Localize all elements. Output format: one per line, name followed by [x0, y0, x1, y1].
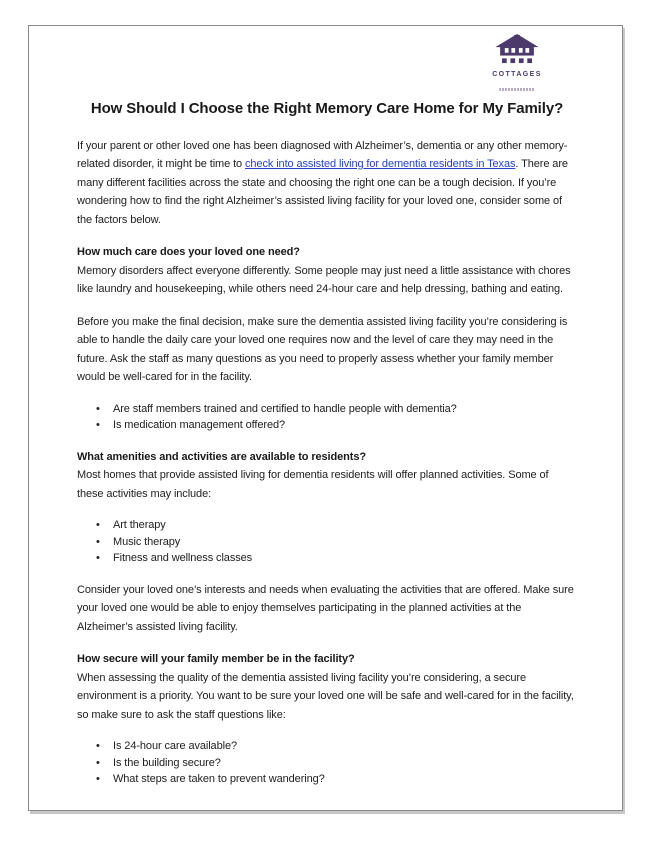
- care-paragraph-2: Before you make the final decision, make sure the dementia assisted living facility you’re considering is able to handle the daily care your loved one requires now and the level of care they may need in the future. Ask the staff as many questions as you need to properly assess whether your family member would be well-cared for in the facility.: [77, 315, 568, 383]
- security-questions-list: [77, 738, 577, 788]
- bullet-item: • Are staff members trained and certified to handle people with dementia?: [113, 401, 577, 418]
- article-title: How Should I Choose the Right Memory Care Home for My Family?: [90, 99, 564, 117]
- logo-text: COTTAGES: [492, 71, 542, 78]
- bullet-item: • Is medication management offered?: [113, 417, 577, 434]
- section-heading-care-level: How much care does your loved one need?: [77, 246, 300, 258]
- bullet-item: • Is 24-hour care available?: [113, 738, 577, 755]
- activities-list: [77, 517, 577, 567]
- bullet-item: • Is the building secure?: [113, 755, 577, 772]
- cottage-house-icon: [494, 34, 540, 64]
- document-page: [28, 25, 623, 811]
- intro-paragraph: [77, 137, 577, 230]
- section-heading-security: How secure will your family member be in the facility?: [77, 653, 355, 665]
- security-paragraph-1: When assessing the quality of the dementia assisted living facility you’re considering, a secure environment is a priority. You want to be sure your loved one will be safe and well-cared for in the facility, so make sure to ask the staff questions like:: [77, 671, 574, 721]
- intro-text-before-link: If your parent or other loved one has been diagnosed with Alzheimer’s, dementia or any other memory-related disorder, it might be time to: [77, 139, 568, 170]
- care-paragraph-1: Memory disorders affect everyone differently. Some people may just need a little assistance with chores like laundry and housekeeping, while others need 24-hour care and help dressing, bathing and eating.: [77, 264, 571, 295]
- company-logo: [477, 34, 557, 91]
- assisted-living-link[interactable]: check into assisted living for dementia residents in Texas: [245, 158, 516, 170]
- intro-text-after-link: . There are many different facilities across the state and choosing the right one can be a tough decision. If you’re wondering how to find the right Alzheimer’s assisted living facility for your loved one, consider some of the factors below.: [77, 158, 568, 226]
- care-questions-list: [77, 401, 577, 434]
- bullet-item: • What steps are taken to prevent wandering?: [113, 771, 577, 788]
- section-heading-amenities: What amenities and activities are available to residents?: [77, 450, 366, 463]
- logo-tagline: [499, 88, 535, 91]
- page-content: [29, 26, 622, 788]
- bullet-item: • Music therapy: [113, 534, 577, 551]
- bullet-item: • Fitness and wellness classes: [113, 550, 577, 567]
- amenities-paragraph-1: Most homes that provide assisted living for dementia residents will offer planned activities. Some of these activities may include:: [77, 469, 549, 500]
- bullet-item: • Art therapy: [113, 517, 577, 534]
- amenities-paragraph-2: Consider your loved one’s interests and needs when evaluating the activities that are offered. Make sure your loved one would be able to enjoy themselves participating in the planned activities at the Alzheimer’s assisted living facility.: [77, 583, 574, 633]
